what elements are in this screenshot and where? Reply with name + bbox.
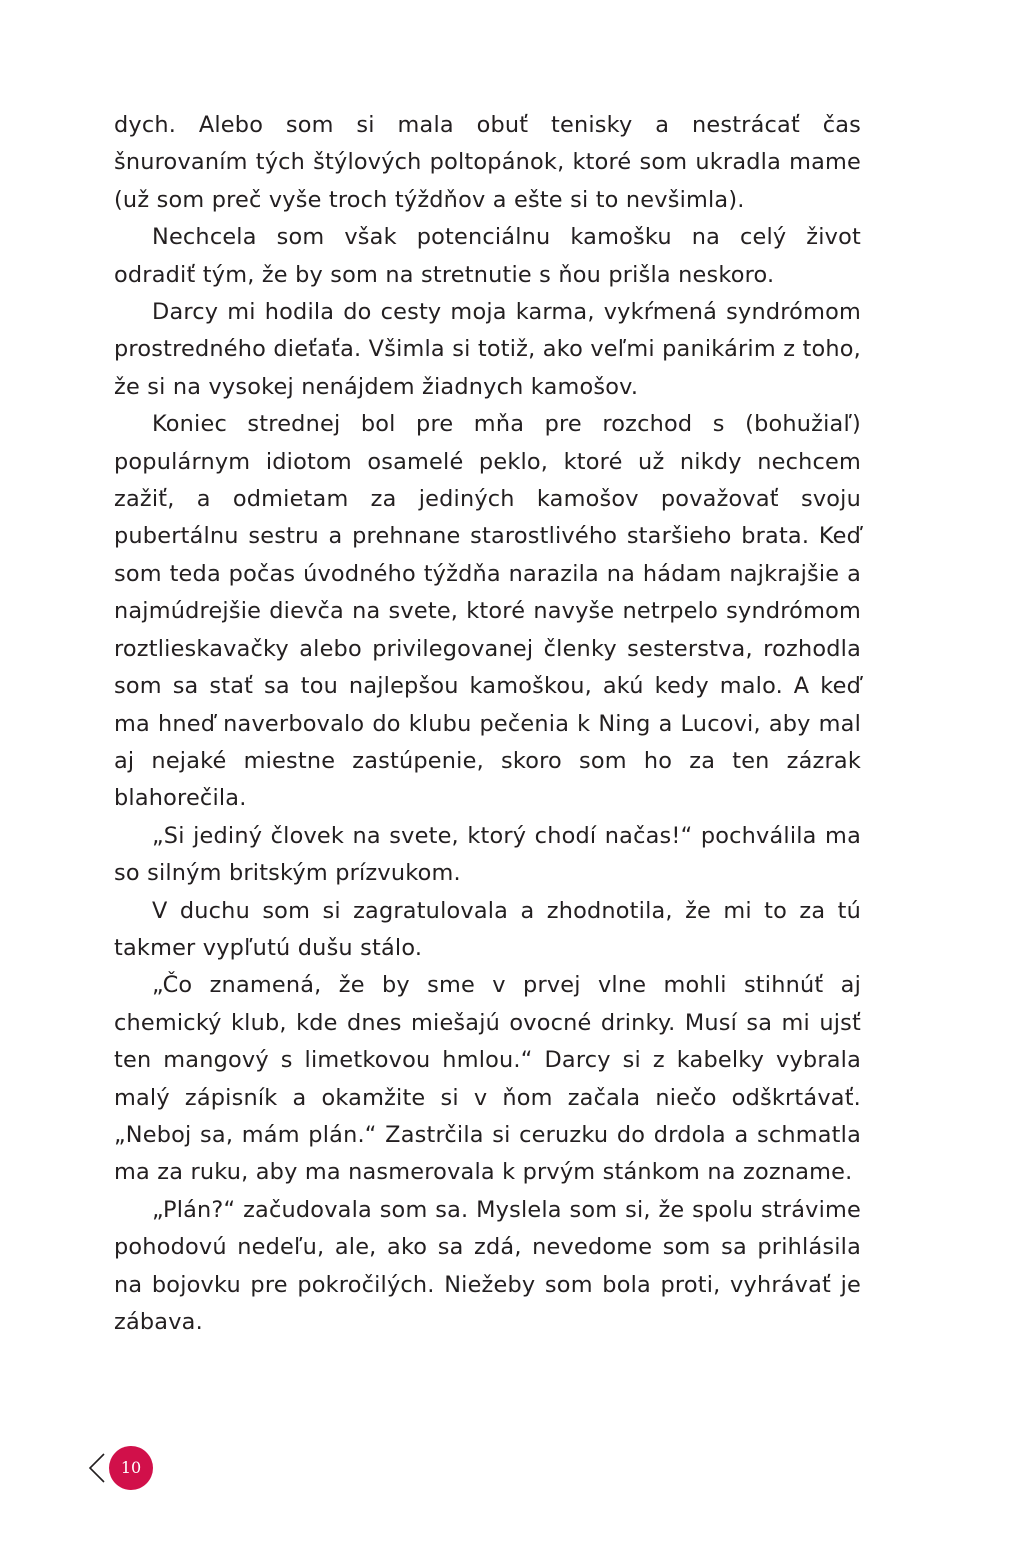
- paragraph: „Čo znamená, že by sme v prvej vlne mohli stihnúť aj chemický klub, kde dnes miešajú ovocné drinky. Musí sa mi ujsť ten mangový s limetkovou hmlou.“ Darcy si z kabelky vybrala malý zápisník a okamžite si v ňom začala niečo odškrtávať. „Neboj sa, mám plán.“ Zastrčila si ceruzku do drdola a schmatla ma za ruku, aby ma nasmerovala k prvým stánkom na zozname.: [114, 972, 861, 1186]
- paragraph: V duchu som si zagratulovala a zhodnotila, že mi to za tú takmer vypľutú dušu stálo.: [114, 897, 861, 961]
- paragraph: „Si jediný človek na svete, ktorý chodí načas!“ pochválila ma so silným britským prízvukom.: [114, 822, 861, 887]
- page-number-badge: 10: [109, 1446, 153, 1490]
- paragraph: Darcy mi hodila do cesty moja karma, vykŕmená syndrómom prostredného dieťaťa. Všimla si totiž, ako veľmi panikárim z toho, že si na vysokej nenájdem žiadnych kamošov.: [114, 299, 861, 400]
- page-footer: [84, 1446, 164, 1490]
- paragraph: „Plán?“ začudovala som sa. Myslela som si, že spolu strávime pohodovú nedeľu, ale, ako sa zdá, nevedome som sa prihlásila na bojovku pre pokročilých. Niežeby som bola proti, vyhrávať je zábava.: [114, 1196, 861, 1335]
- paragraph: dych. Alebo som si mala obuť tenisky a nestrácať čas šnurovaním tých štýlových poltopánok, ktoré som ukradla mame (už som preč vyše troch týždňov a ešte si to nevšimla).: [114, 112, 861, 213]
- paragraph: Koniec strednej bol pre mňa pre rozchod s (bohužiaľ) populárnym idiotom osamelé peklo, ktoré už nikdy nechcem zažiť, a odmietam za jediných kamošov považovať svoju pubertálnu sestru a prehnane starostlivého staršieho brata. Keď som teda počas úvodného týždňa narazila na hádam najkrajšie a najmúdrejšie dievča na svete, ktoré navyše netrpelo syndrómom roztlieskavačky alebo privilegovanej členky sesterstva, rozhodla som sa stať sa tou najlepšou kamoškou, akú kedy malo. A keď ma hneď naverbovalo do klubu pečenia k Ning a Lucovi, aby mal aj nejaké miestne zastúpenie, skoro som ho za ten zázrak blahorečila.: [114, 411, 861, 812]
- body-text: [114, 107, 861, 1341]
- chevron-left-icon[interactable]: [84, 1452, 112, 1484]
- paragraph: Nechcela som však potenciálnu kamošku na celý život odradiť tým, že by som na stretnutie s ňou prišla neskoro.: [114, 224, 861, 288]
